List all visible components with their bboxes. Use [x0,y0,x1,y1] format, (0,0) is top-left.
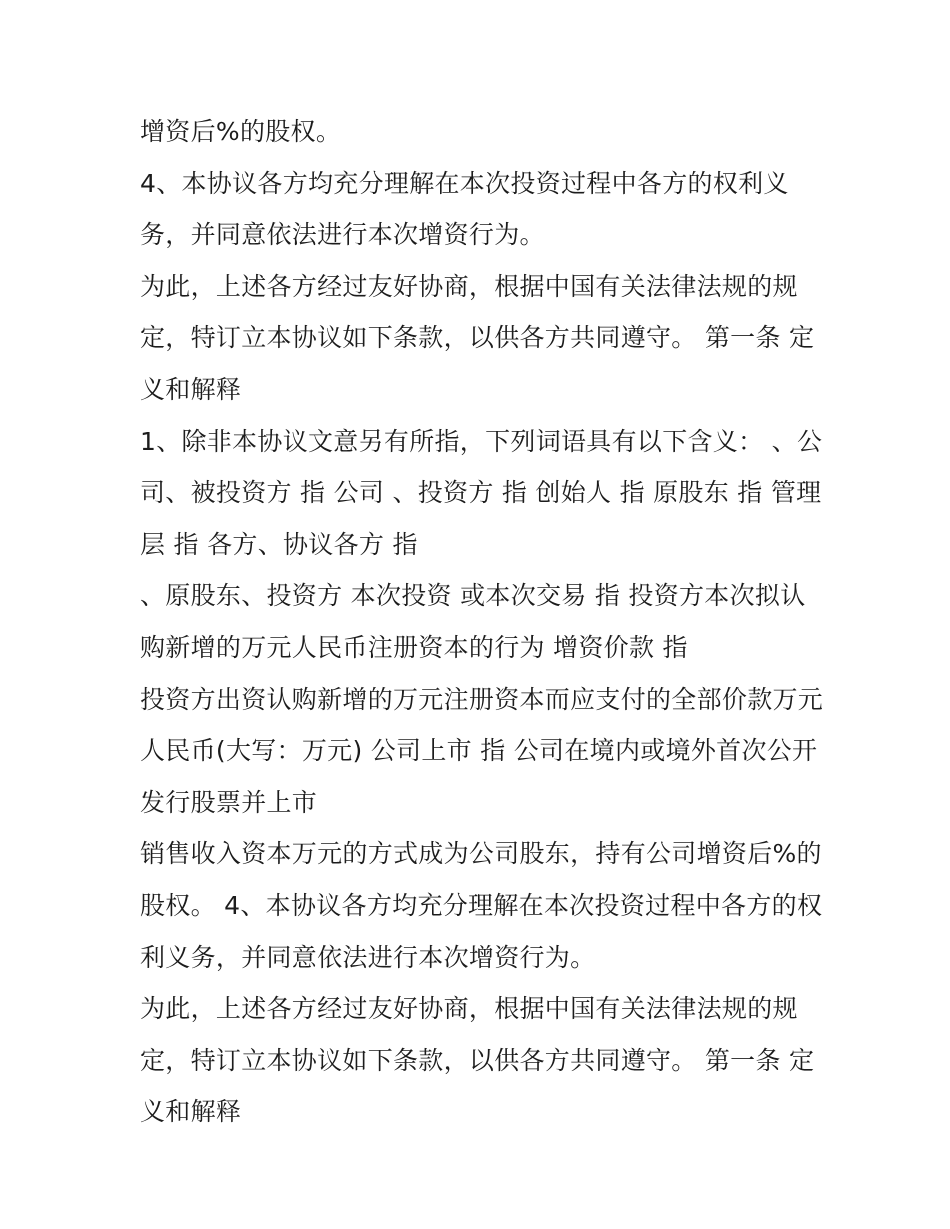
text-line: 司、被投资方 指 公司 、投资方 指 创始人 指 原股东 指 管理 [140,478,822,508]
text-line: 为此，上述各方经过友好协商，根据中国有关法律法规的规 [140,994,798,1024]
document-body [140,106,824,1138]
text-line: 定，特订立本协议如下条款，以供各方共同遵守。 第一条 定 [140,1045,815,1075]
text-line: 、原股东、投资方 本次投资 或本次交易 指 投资方本次拟认 [140,581,806,611]
text-line: 层 指 各方、协议各方 指 [140,529,418,559]
text-line: 务，并同意依法进行本次增资行为。 [140,220,545,250]
text-line: 增资后%的股权。 [140,117,342,146]
text-line: 义和解释 [140,1097,242,1127]
text-line: 4、本协议各方均充分理解在本次投资过程中各方的权利义 [140,168,789,198]
text-line: 购新增的万元人民币注册资本的行为 增资价款 指 [140,632,688,662]
text-line: 义和解释 [140,374,242,404]
text-line: 利义务，并同意依法进行本次增资行为。 [140,942,596,972]
text-line: 投资方出资认购新增的万元注册资本而应支付的全部价款万元 [140,684,824,714]
text-line: 定，特订立本协议如下条款，以供各方共同遵守。 第一条 定 [140,323,815,353]
text-line: 为此，上述各方经过友好协商，根据中国有关法律法规的规 [140,271,798,301]
text-line: 人民币(大写：万元) 公司上市 指 公司在境内或境外首次公开 [140,736,818,766]
text-line: 发行股票并上市 [140,787,318,817]
text-line: 1、除非本协议文意另有所指，下列词语具有以下含义： 、公 [140,426,823,456]
text-line: 股权。 4、本协议各方均充分理解在本次投资过程中各方的权 [140,890,823,920]
text-line: 销售收入资本万元的方式成为公司股东，持有公司增资后%的 [140,839,822,869]
